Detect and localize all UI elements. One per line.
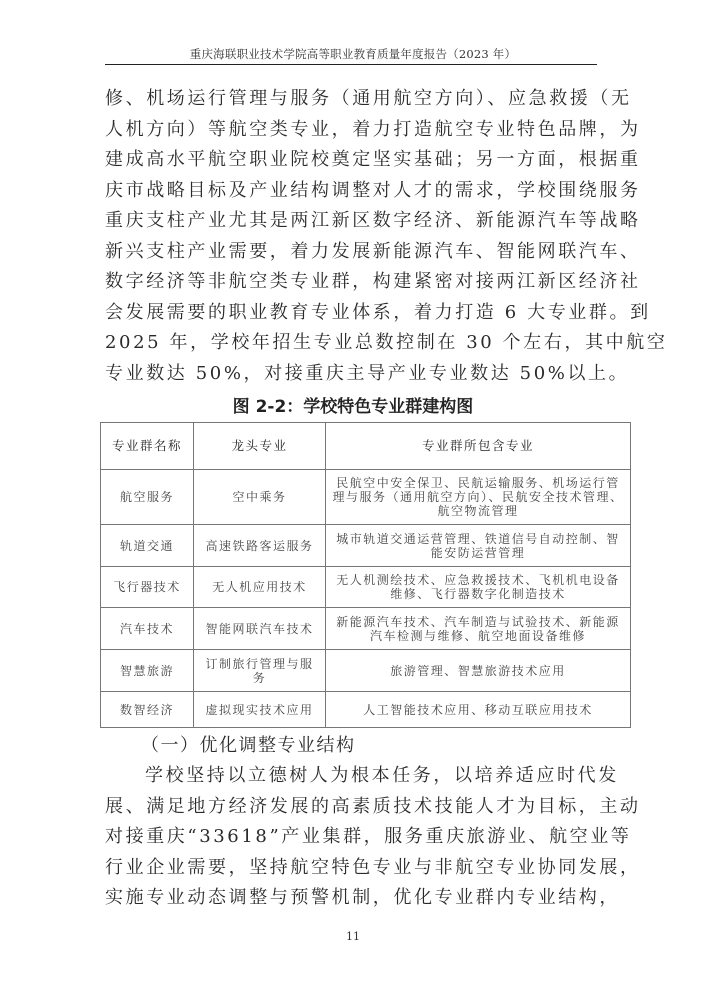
text-line: 行业企业需要，坚持航空特色专业与非航空专业协同发展， bbox=[105, 856, 641, 878]
lead-major-cell: 智能网联汽车技术 bbox=[194, 608, 326, 650]
table-row bbox=[101, 567, 631, 608]
section-paragraph bbox=[105, 761, 641, 914]
text-line: 建成高水平航空职业院校奠定坚实基础；另一方面，根据重 bbox=[105, 149, 641, 170]
text-line: 2025 年，学校年招生专业总数控制在 30 个左右，其中航空 bbox=[105, 332, 668, 353]
included-majors-cell: 新能源汽车技术、汽车制造与试验技术、新能源汽车检测与维修、航空地面设备维修 bbox=[326, 608, 631, 650]
table-row bbox=[101, 525, 631, 567]
cluster-name-cell: 数智经济 bbox=[101, 692, 194, 728]
table-row bbox=[101, 692, 631, 728]
cluster-name-cell: 轨道交通 bbox=[101, 525, 194, 567]
header-cell: 专业群所包含专业 bbox=[326, 423, 631, 470]
text-line: 展、满足地方经济发展的高素质技术技能人才为目标，主动 bbox=[105, 795, 641, 817]
lead-major-cell: 虚拟现实技术应用 bbox=[194, 692, 326, 728]
header-cell: 龙头专业 bbox=[194, 423, 326, 470]
included-majors-cell: 无人机测绘技术、应急救援技术、飞机机电设备维修、飞行器数字化制造技术 bbox=[326, 567, 631, 608]
table-row bbox=[101, 650, 631, 692]
text-line: 专业数达 50%，对接重庆主导产业专业数达 50%以上。 bbox=[105, 362, 630, 384]
lead-major-cell: 订制旅行管理与服务 bbox=[194, 650, 326, 692]
specialty-cluster-table bbox=[100, 422, 631, 728]
text-line: 会发展需要的职业教育专业体系，着力打造 6 大专业群。到 bbox=[105, 301, 651, 323]
text-line: 人机方向）等航空类专业，着力打造航空专业特色品牌，为 bbox=[105, 118, 641, 140]
report-title: 重庆海联职业技术学院高等职业教育质量年度报告（2023 年） bbox=[189, 47, 517, 61]
text-line: 学校坚持以立德树人为根本任务，以培养适应时代发 bbox=[145, 765, 619, 786]
text-line: 对接重庆“33618”产业集群，服务重庆旅游业、航空业等 bbox=[105, 826, 632, 847]
text-line: 修、机场运行管理与服务（通用航空方向）、应急救援（无 bbox=[105, 88, 632, 109]
page-number: 11 bbox=[346, 930, 360, 943]
header-cell: 专业群名称 bbox=[101, 423, 194, 470]
lead-major-cell: 空中乘务 bbox=[194, 470, 326, 525]
text-line: 数字经济等非航空类专业群，构建紧密对接两江新区经济社 bbox=[105, 271, 641, 292]
cluster-name-cell: 智慧旅游 bbox=[101, 650, 194, 692]
table-row bbox=[101, 470, 631, 525]
included-majors-cell: 人工智能技术应用、移动互联应用技术 bbox=[326, 692, 631, 728]
cluster-name-cell: 航空服务 bbox=[101, 470, 194, 525]
text-line: 庆市战略目标及产业结构调整对人才的需求，学校围绕服务 bbox=[105, 179, 641, 201]
cluster-name-cell: 汽车技术 bbox=[101, 608, 194, 650]
included-majors-cell: 民航空中安全保卫、民航运输服务、机场运行管理与服务（通用航空方向）、民航安全技术管理、航空物流管理 bbox=[326, 470, 631, 525]
text-line: 新兴支柱产业需要，着力发展新能源汽车、智能网联汽车、 bbox=[105, 240, 641, 262]
figure-title: 图 2-2：学校特色专业群建构图 bbox=[232, 397, 474, 417]
section-heading: （一）优化调整专业结构 bbox=[141, 735, 356, 756]
intro-paragraph bbox=[105, 84, 668, 389]
text-line: 重庆支柱产业尤其是两江新区数字经济、新能源汽车等战略 bbox=[105, 210, 641, 231]
table-row bbox=[101, 608, 631, 650]
table-header-row bbox=[101, 423, 631, 470]
included-majors-cell: 城市轨道交通运营管理、铁道信号自动控制、智能安防运营管理 bbox=[326, 525, 631, 567]
lead-major-cell: 高速铁路客运服务 bbox=[194, 525, 326, 567]
text-line: 实施专业动态调整与预警机制，优化专业群内专业结构， bbox=[105, 887, 620, 908]
included-majors-cell: 旅游管理、智慧旅游技术应用 bbox=[326, 650, 631, 692]
header-divider bbox=[105, 64, 597, 65]
lead-major-cell: 无人机应用技术 bbox=[194, 567, 326, 608]
cluster-name-cell: 飞行器技术 bbox=[101, 567, 194, 608]
